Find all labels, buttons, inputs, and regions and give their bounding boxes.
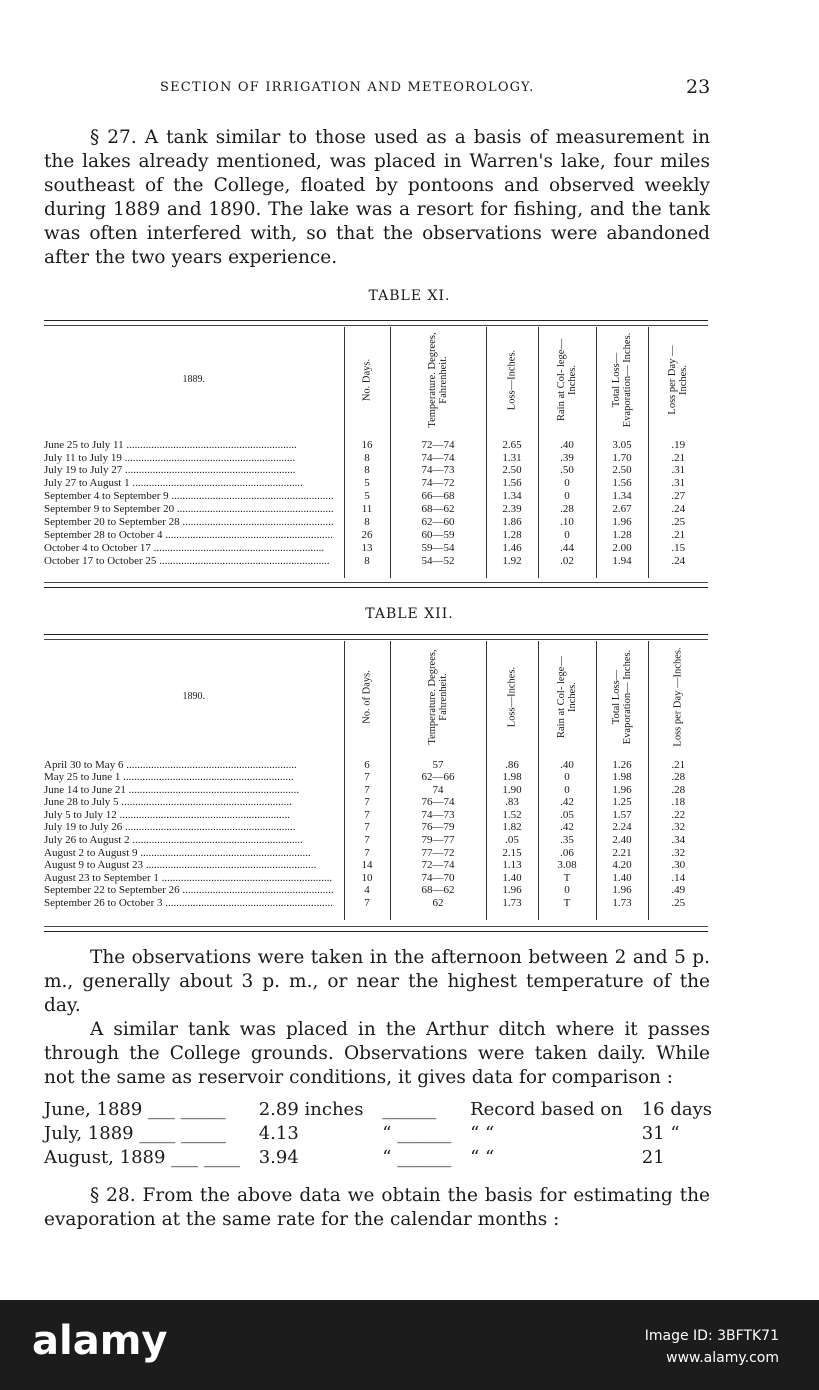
cell: 74—73	[390, 465, 486, 478]
table-rule	[44, 320, 708, 321]
cell: T	[538, 898, 596, 911]
cell: .31	[648, 465, 708, 478]
cell: 8	[344, 555, 390, 568]
cell: .02	[538, 555, 596, 568]
table-row	[44, 898, 708, 911]
column-header-label: Temperature. Degrees, Fahrenheit.	[427, 332, 449, 428]
cell: .31	[648, 478, 708, 491]
record-note: “ “	[470, 1123, 495, 1144]
column-header	[390, 641, 486, 753]
table-row	[44, 478, 708, 491]
period-label: July 19 to July 27 .....	[44, 465, 334, 477]
cell: 2.00	[596, 542, 648, 555]
cell: 1.82	[486, 822, 538, 835]
column-header	[538, 641, 596, 753]
cell: 0	[538, 784, 596, 797]
cell: .25	[648, 898, 708, 911]
record-month: August, 1889 ___ ____	[44, 1147, 240, 1168]
cell: 1.73	[596, 898, 648, 911]
cell: 1.96	[596, 885, 648, 898]
table-rule	[44, 639, 708, 640]
cell: 7	[344, 835, 390, 848]
column-header-label: No. Days.	[361, 358, 373, 402]
cell: 2.50	[596, 465, 648, 478]
row-label	[44, 759, 344, 772]
column-header-label: Loss—Inches.	[506, 666, 518, 728]
cell: 1.40	[486, 872, 538, 885]
cell: 1.46	[486, 542, 538, 555]
cell: .21	[648, 759, 708, 772]
watermark-logo: alamy	[32, 1318, 168, 1364]
cell: 1.28	[486, 529, 538, 542]
row-label	[44, 439, 344, 452]
cell: 57	[390, 759, 486, 772]
cell: .42	[538, 797, 596, 810]
period-label: April 30 to May 6 .....	[44, 760, 334, 772]
cell: 7	[344, 797, 390, 810]
column-header-label: Loss per Day —Inches.	[667, 345, 690, 415]
cell: 74—74	[390, 452, 486, 465]
cell: 77—72	[390, 847, 486, 860]
cell: 2.21	[596, 847, 648, 860]
row-label	[44, 847, 344, 860]
table-row	[44, 516, 708, 529]
cell: 7	[344, 772, 390, 785]
paragraph-27	[44, 126, 710, 270]
cell: 0	[538, 491, 596, 504]
column-header	[486, 641, 538, 753]
cell: 1.70	[596, 452, 648, 465]
column-header	[486, 327, 538, 433]
period-label: June 25 to July 11 .....	[44, 440, 334, 452]
paragraph-text: § 27. A tank similar to those used as a basis of measurement in the lakes already mentioned, was placed in Warren's lake, four miles southeast of the College, floated by pontoons and observed weekly during 1889 and 1890. The lake was a resort for fishing, and the tank was often interfered with, so that the observations were abandoned after the two years experience.	[44, 127, 710, 268]
cell: .25	[648, 516, 708, 529]
row-label	[44, 478, 344, 491]
column-header	[596, 641, 648, 753]
column-header-label: Rain at Col- lege—Inches.	[556, 656, 578, 738]
table-row	[44, 465, 708, 478]
table-rule	[44, 926, 708, 927]
cell: 60—59	[390, 529, 486, 542]
cell: .15	[648, 542, 708, 555]
row-label	[44, 872, 344, 885]
column-header-label: Total Loss— Evaporation— Inches.	[611, 332, 633, 428]
column-header-label: Loss per Day —Inches.	[672, 647, 684, 747]
period-label: August 9 to August 23 .....	[44, 860, 334, 872]
column-header-label: Total Loss— Evaporation— Inches.	[611, 649, 633, 745]
period-label: October 4 to October 17 .....	[44, 543, 334, 555]
cell: 7	[344, 847, 390, 860]
cell: 2.65	[486, 439, 538, 452]
cell: .21	[648, 452, 708, 465]
cell: .28	[648, 772, 708, 785]
paragraph-observations	[44, 946, 710, 1090]
table-xi-title: TABLE XI.	[368, 288, 451, 304]
row-label	[44, 797, 344, 810]
table-xi	[44, 327, 708, 578]
table-row	[44, 797, 708, 810]
table-row	[44, 759, 708, 772]
row-label	[44, 465, 344, 478]
table-row	[44, 809, 708, 822]
period-label: July 11 to July 19 .....	[44, 453, 334, 465]
cell: 4.20	[596, 860, 648, 873]
column-header-label: No. of Days.	[361, 670, 373, 724]
column-header	[648, 641, 708, 753]
cell: .19	[648, 439, 708, 452]
period-label: July 19 to July 26 .....	[44, 822, 334, 834]
cell: 1.86	[486, 516, 538, 529]
cell: 79—77	[390, 835, 486, 848]
record-dash: “ ______	[382, 1123, 452, 1144]
period-label: September 9 to September 20 .....	[44, 504, 334, 516]
column-header	[390, 327, 486, 433]
cell: 8	[344, 516, 390, 529]
cell: .32	[648, 822, 708, 835]
cell: .42	[538, 822, 596, 835]
cell: 1.57	[596, 809, 648, 822]
column-header-label: Temperature. Degrees, Fahrenheit.	[427, 649, 449, 745]
cell: 1.34	[596, 491, 648, 504]
cell: 1.28	[596, 529, 648, 542]
records-list	[44, 1098, 712, 1170]
cell: 62—66	[390, 772, 486, 785]
record-value: 4.13	[258, 1123, 299, 1144]
record-month: June, 1889 ___ _____	[44, 1099, 226, 1120]
cell: 74—73	[390, 809, 486, 822]
cell: 62	[390, 898, 486, 911]
cell: 1.94	[596, 555, 648, 568]
cell: 7	[344, 898, 390, 911]
row-label	[44, 860, 344, 873]
cell: 14	[344, 860, 390, 873]
paragraph-text: § 28. From the above data we obtain the basis for estimating the evaporation at the same rate for the calendar months :	[44, 1185, 710, 1230]
column-header	[344, 641, 390, 753]
cell: 10	[344, 872, 390, 885]
cell: 1.52	[486, 809, 538, 822]
cell: 7	[344, 822, 390, 835]
cell: 74—70	[390, 872, 486, 885]
cell: 8	[344, 452, 390, 465]
row-label	[44, 542, 344, 555]
period-label: September 22 to September 26 .....	[44, 885, 334, 897]
cell: 1.56	[486, 478, 538, 491]
row-label	[44, 555, 344, 568]
cell: 1.34	[486, 491, 538, 504]
table-xii-title: TABLE XII.	[365, 606, 454, 622]
cell: 11	[344, 503, 390, 516]
table-row	[44, 822, 708, 835]
cell: 3.05	[596, 439, 648, 452]
cell: .40	[538, 439, 596, 452]
record-dash: “ ______	[382, 1147, 452, 1168]
table-header-row	[44, 641, 708, 753]
row-label	[44, 491, 344, 504]
cell: 1.73	[486, 898, 538, 911]
cell: 1.25	[596, 797, 648, 810]
cell: .10	[538, 516, 596, 529]
table-rule	[44, 634, 708, 635]
period-label: September 26 to October 3 .....	[44, 898, 334, 910]
cell: 5	[344, 491, 390, 504]
cell: .32	[648, 847, 708, 860]
period-label: August 23 to September 1 .....	[44, 873, 334, 885]
cell: 1.92	[486, 555, 538, 568]
table-row	[44, 491, 708, 504]
cell: .40	[538, 759, 596, 772]
cell: .28	[538, 503, 596, 516]
cell: .21	[648, 529, 708, 542]
cell: 68—62	[390, 885, 486, 898]
row-label	[44, 516, 344, 529]
cell: 1.90	[486, 784, 538, 797]
period-label: May 25 to June 1 .....	[44, 772, 334, 784]
cell: .06	[538, 847, 596, 860]
cell: .05	[486, 835, 538, 848]
cell: 1.56	[596, 478, 648, 491]
cell: .14	[648, 872, 708, 885]
cell: 5	[344, 478, 390, 491]
cell: 2.15	[486, 847, 538, 860]
period-label: June 14 to June 21 .....	[44, 785, 334, 797]
row-label	[44, 809, 344, 822]
cell: .44	[538, 542, 596, 555]
paragraph-28	[44, 1184, 710, 1232]
table-row	[44, 452, 708, 465]
column-header	[344, 327, 390, 433]
record-month: July, 1889 ____ _____	[44, 1123, 227, 1144]
cell: .05	[538, 809, 596, 822]
cell: .50	[538, 465, 596, 478]
cell: .49	[648, 885, 708, 898]
cell: 3.08	[538, 860, 596, 873]
record-days: 21	[641, 1147, 665, 1168]
table-row	[44, 439, 708, 452]
cell: .39	[538, 452, 596, 465]
row-label	[44, 784, 344, 797]
cell: 2.50	[486, 465, 538, 478]
table-row	[44, 835, 708, 848]
cell: 1.13	[486, 860, 538, 873]
table-rule	[44, 325, 708, 326]
record-days: 31 “	[641, 1123, 680, 1144]
row-label	[44, 772, 344, 785]
cell: 4	[344, 885, 390, 898]
cell: 7	[344, 809, 390, 822]
paragraph-text: A similar tank was placed in the Arthur ditch where it passes through the College grounds. Observations were taken daily. While not the same as reservoir conditions, it gives data for comparison :	[44, 1019, 710, 1088]
cell: 62—60	[390, 516, 486, 529]
cell: 76—74	[390, 797, 486, 810]
cell: 0	[538, 885, 596, 898]
cell: .28	[648, 784, 708, 797]
watermark-bar	[0, 1300, 819, 1390]
cell: .86	[486, 759, 538, 772]
row-label	[44, 898, 344, 911]
record-note: “ “	[470, 1147, 495, 1168]
cell: 7	[344, 784, 390, 797]
cell: 72—74	[390, 860, 486, 873]
table-rule	[44, 931, 708, 932]
record-value: 2.89 inches	[258, 1099, 364, 1120]
row-label	[44, 835, 344, 848]
period-label: September 4 to September 9 .....	[44, 491, 334, 503]
table-row	[44, 555, 708, 568]
cell: 59—54	[390, 542, 486, 555]
cell: 76—79	[390, 822, 486, 835]
table-rule	[44, 582, 708, 583]
cell: 0	[538, 478, 596, 491]
cell: 1.96	[486, 885, 538, 898]
table-row	[44, 860, 708, 873]
cell: 2.67	[596, 503, 648, 516]
period-label: September 20 to September 28 .....	[44, 517, 334, 529]
cell: 1.96	[596, 516, 648, 529]
cell: .35	[538, 835, 596, 848]
period-label: June 28 to July 5 .....	[44, 797, 334, 809]
column-header-label: Rain at Col- lege—Inches.	[556, 339, 578, 421]
cell: 54—52	[390, 555, 486, 568]
cell: T	[538, 872, 596, 885]
cell: 74—72	[390, 478, 486, 491]
period-label: July 26 to August 2 .....	[44, 835, 334, 847]
cell: 8	[344, 465, 390, 478]
page-number: 23	[686, 76, 711, 98]
cell: 1.96	[596, 784, 648, 797]
table-row	[44, 872, 708, 885]
running-head: SECTION OF IRRIGATION AND METEOROLOGY.	[160, 80, 535, 95]
record-days: 16 days	[641, 1099, 712, 1120]
row-label	[44, 822, 344, 835]
cell: 1.98	[596, 772, 648, 785]
period-label: August 2 to August 9 .....	[44, 848, 334, 860]
table-row	[44, 885, 708, 898]
table-row	[44, 847, 708, 860]
record-note: Record based on	[470, 1099, 623, 1120]
cell: 1.31	[486, 452, 538, 465]
cell: .34	[648, 835, 708, 848]
cell: 0	[538, 529, 596, 542]
cell: 26	[344, 529, 390, 542]
row-label	[44, 452, 344, 465]
cell: 1.98	[486, 772, 538, 785]
paragraph-text: The observations were taken in the afternoon between 2 and 5 p. m., generally about 3 p. m., or near the highest temperature of the day.	[44, 947, 710, 1016]
cell: 2.24	[596, 822, 648, 835]
cell: 2.39	[486, 503, 538, 516]
row-label	[44, 503, 344, 516]
period-label: July 5 to July 12 .....	[44, 810, 334, 822]
cell: .24	[648, 555, 708, 568]
cell: 1.40	[596, 872, 648, 885]
table-xii	[44, 641, 708, 920]
watermark-image-id: Image ID: 3BFTK71	[644, 1328, 779, 1344]
column-header-label: Loss—Inches.	[506, 349, 518, 411]
cell: 6	[344, 759, 390, 772]
table-header-row	[44, 327, 708, 433]
year-header: 1890.	[182, 691, 205, 703]
cell: .83	[486, 797, 538, 810]
cell: 2.40	[596, 835, 648, 848]
cell: 68—62	[390, 503, 486, 516]
cell: .24	[648, 503, 708, 516]
cell: 16	[344, 439, 390, 452]
table-row	[44, 542, 708, 555]
cell: 74	[390, 784, 486, 797]
record-dash: ______	[382, 1099, 437, 1120]
row-label	[44, 885, 344, 898]
table-row	[44, 503, 708, 516]
watermark-url: www.alamy.com	[666, 1350, 779, 1366]
table-rule	[44, 587, 708, 588]
period-label: July 27 to August 1 .....	[44, 478, 334, 490]
table-row	[44, 529, 708, 542]
cell: .22	[648, 809, 708, 822]
row-label	[44, 529, 344, 542]
column-header	[596, 327, 648, 433]
cell: .18	[648, 797, 708, 810]
cell: 0	[538, 772, 596, 785]
year-header: 1889.	[182, 374, 205, 386]
cell: .30	[648, 860, 708, 873]
table-row	[44, 784, 708, 797]
cell: 72—74	[390, 439, 486, 452]
column-header	[648, 327, 708, 433]
table-row	[44, 772, 708, 785]
period-label: October 17 to October 25 .....	[44, 556, 334, 568]
cell: 1.26	[596, 759, 648, 772]
period-label: September 28 to October 4 .....	[44, 530, 334, 542]
record-value: 3.94	[258, 1147, 299, 1168]
cell: 66—68	[390, 491, 486, 504]
column-header	[538, 327, 596, 433]
cell: 13	[344, 542, 390, 555]
cell: .27	[648, 491, 708, 504]
